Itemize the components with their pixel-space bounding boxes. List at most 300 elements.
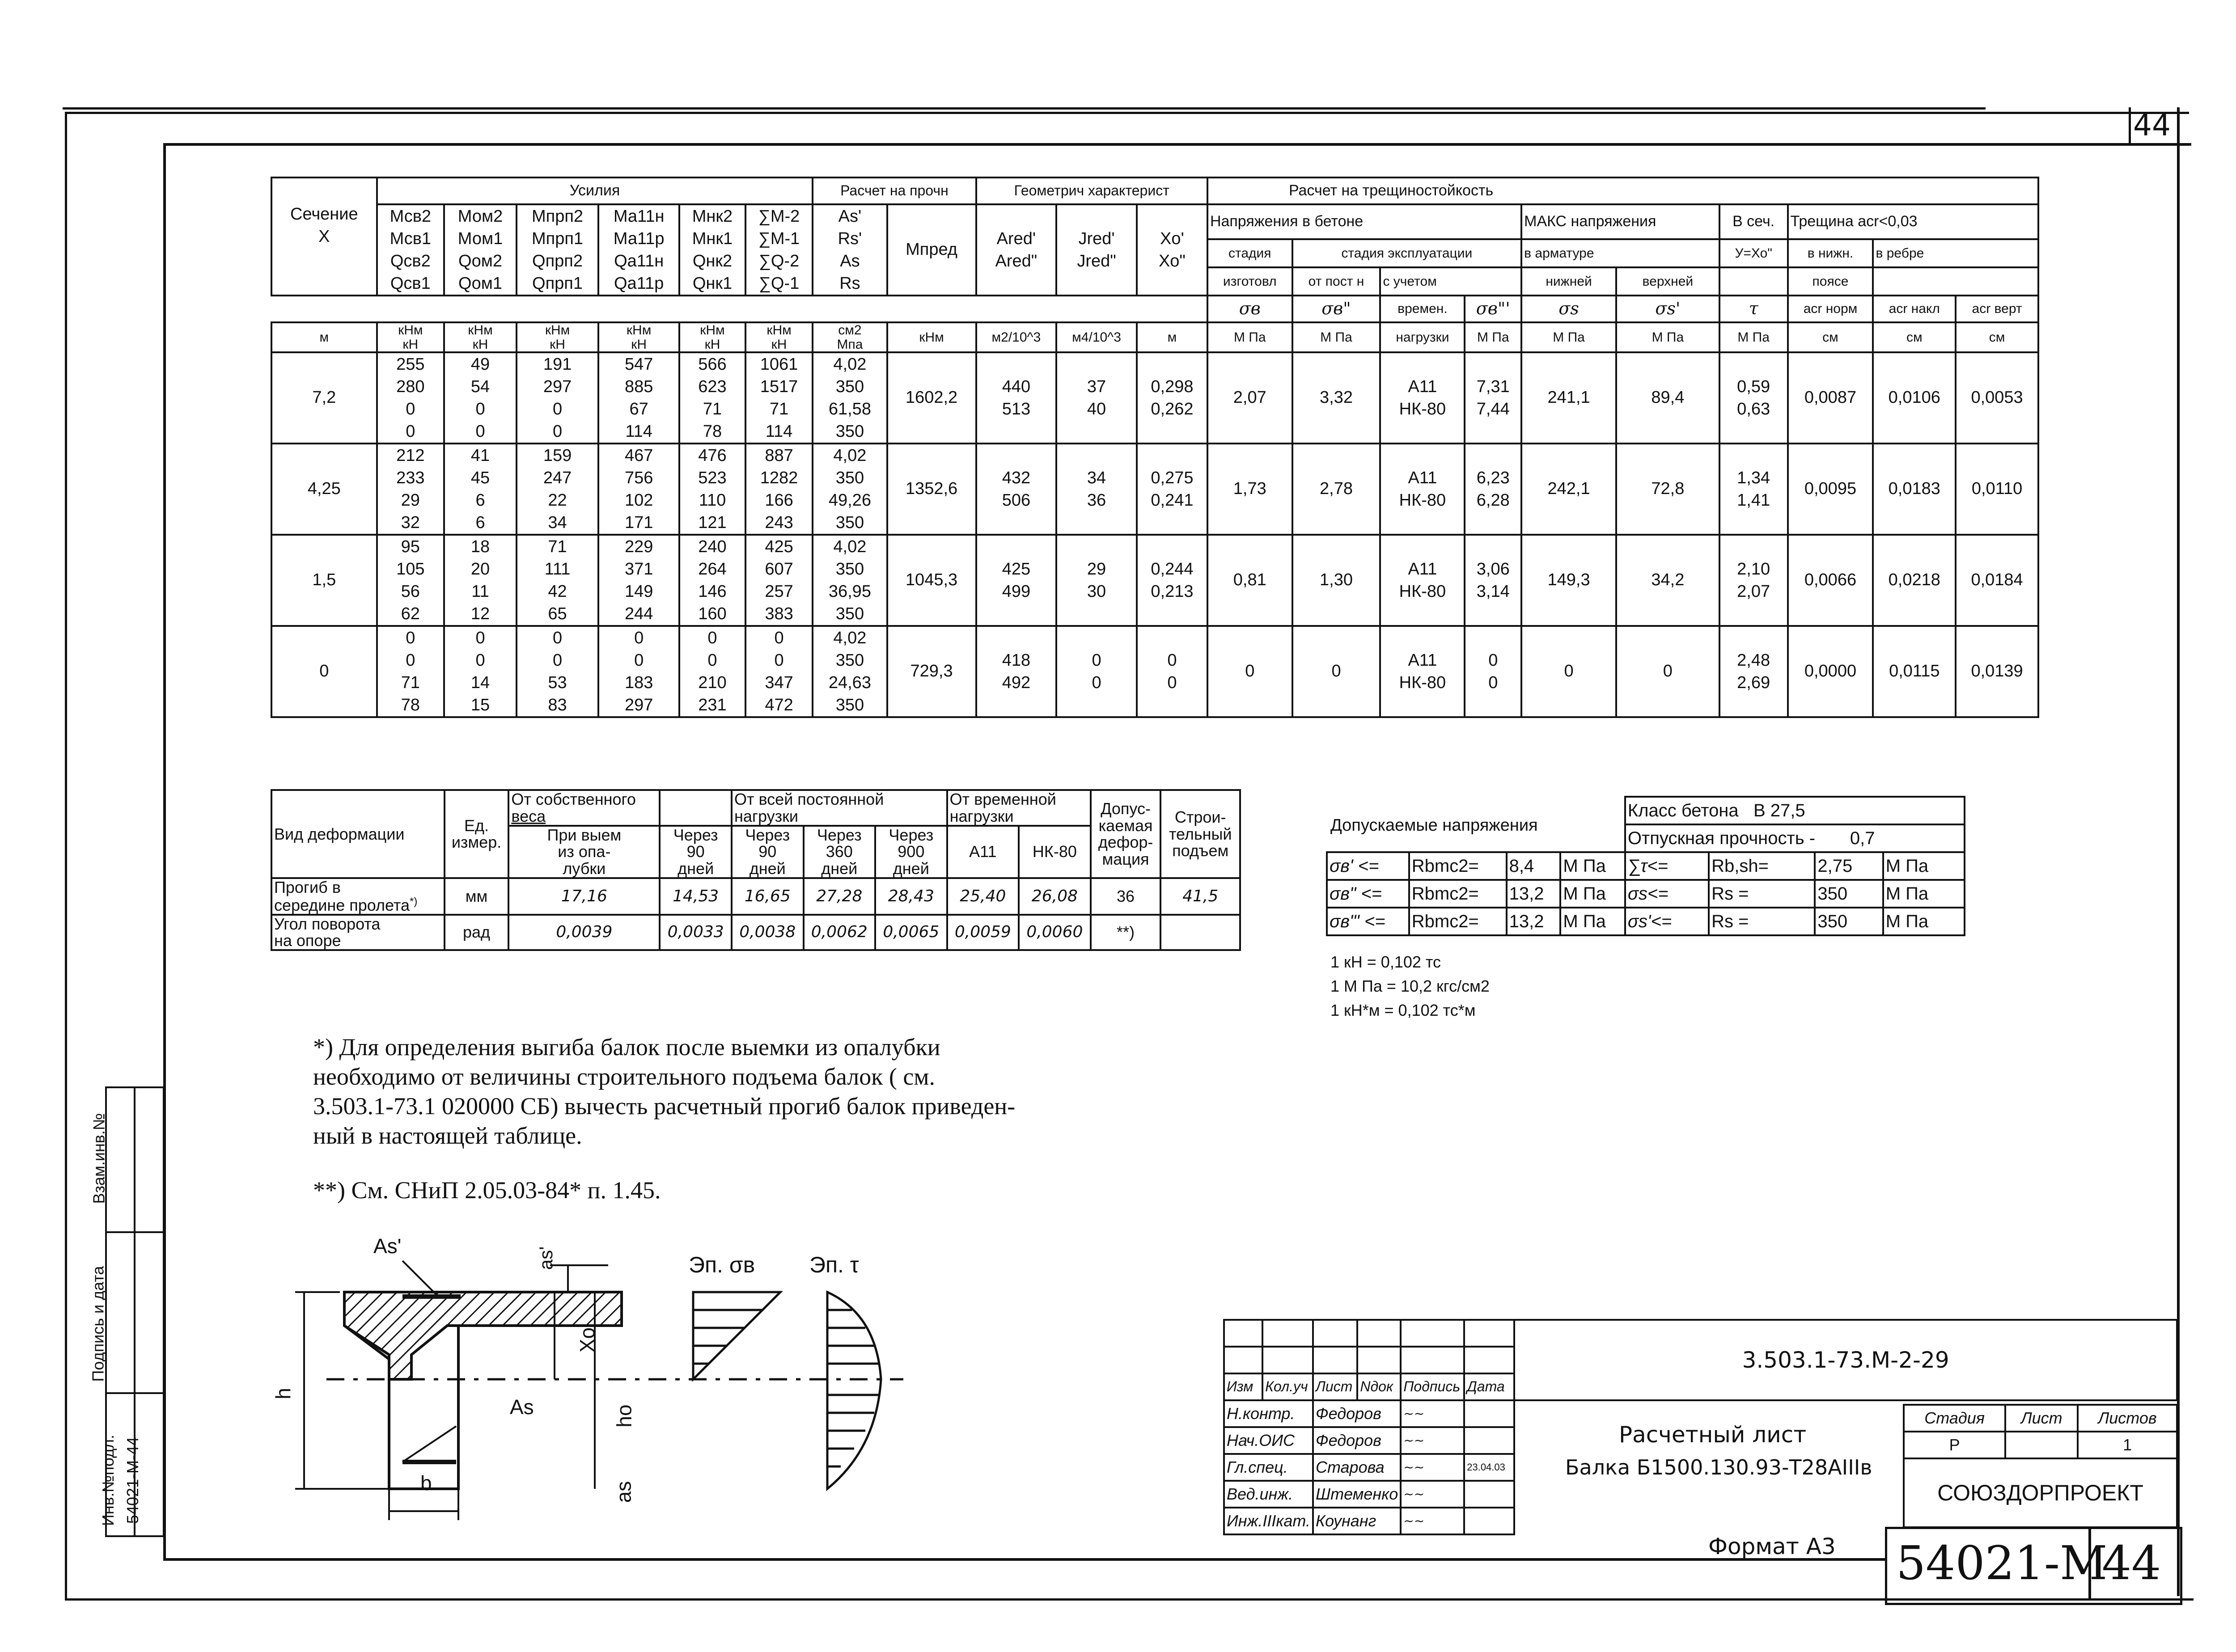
deflection-subheader: Через 360 дней	[804, 826, 876, 878]
unit-cell: М Па	[1719, 322, 1788, 352]
sym-sigma-b: σв	[1207, 296, 1292, 322]
acr-vert-cell: 0,0110	[1956, 444, 2038, 535]
deflection-allow: 36	[1091, 878, 1161, 915]
section-x: 1,5	[271, 535, 377, 626]
force-cell: 240 264 146 160	[679, 535, 745, 626]
force-cell: 0 0 71 78	[377, 626, 444, 717]
bottom-sheet-number: 44	[2102, 1536, 2161, 1590]
deflection-value: 28,43	[875, 878, 947, 915]
force-cell: 18 20 11 12	[444, 535, 517, 626]
allowable-cell: 2,75	[1815, 852, 1883, 880]
allowable-cell: 350	[1815, 880, 1883, 908]
load-cell: А11 НК-80	[1380, 535, 1465, 626]
sigma-s2-cell: 72,8	[1616, 444, 1719, 535]
ared-cell: 440 513	[976, 352, 1057, 444]
force-cell: 4,02 350 49,26 350	[813, 444, 887, 535]
sym-tau: τ	[1719, 296, 1788, 322]
deflection-value: 16,65	[732, 878, 804, 915]
force-cell: 49 54 0 0	[444, 352, 517, 444]
load-cell: А11 НК-80	[1380, 626, 1465, 717]
concrete-stress-header: Напряжения в бетоне	[1207, 204, 1521, 239]
empty-cell	[1313, 1320, 1357, 1347]
sym-sigma-b2: σв"	[1292, 296, 1381, 322]
deflection-value: 26,08	[1019, 878, 1091, 915]
load-cell: А11 НК-80	[1380, 352, 1465, 444]
deflection-kind: Угол поворота на опоре	[271, 915, 445, 951]
deflection-subheader: При выем из опа- лубки	[508, 826, 660, 878]
outer-frame-top	[65, 112, 2189, 114]
sigma-s2-cell: 89,4	[1616, 352, 1719, 444]
own-weight-header: От собственного веса	[508, 790, 660, 826]
in-bottom-header: в нижн.	[1788, 239, 1873, 267]
empty-cell	[1262, 1320, 1313, 1347]
stage-mfg2-header: изготовл	[1207, 267, 1292, 296]
sym-sigma-s2: σs'	[1616, 296, 1719, 322]
unit-cell: кНм кН	[679, 322, 745, 352]
tau-cell: 1,34 1,41	[1719, 444, 1788, 535]
label-as-prime: as'	[535, 1246, 557, 1270]
strength-header: Расчет на прочн	[813, 177, 976, 204]
allowable-cell: М Па	[1883, 852, 1965, 880]
crack-header: Трещина acr<0,03	[1788, 204, 2039, 239]
sigma-b-cell: 0	[1207, 626, 1292, 717]
doc-title-1: Расчетный лист	[1619, 1422, 1807, 1448]
col-header-ma11: Ма11н Ма11р Qа11н Qа11р	[598, 204, 679, 296]
calculation-table	[271, 177, 2039, 718]
sign-date	[1464, 1481, 1514, 1508]
allowable-cell: ∑τ<=	[1625, 852, 1709, 880]
max-stress-header: МАКС напряжения	[1521, 204, 1719, 239]
allowable-row	[1327, 880, 1965, 908]
deflection-subheader: Через 90 дней	[732, 826, 804, 878]
unit-cell: М Па	[1521, 322, 1616, 352]
unit-header: Ед. измер.	[445, 790, 509, 878]
signature: ~~	[1401, 1454, 1464, 1481]
sigma-b2-cell: 1,30	[1292, 535, 1381, 626]
deflection-table	[271, 789, 1241, 951]
allowable-cell: 8,4	[1507, 852, 1561, 880]
sigma-b2-cell: 0	[1292, 626, 1381, 717]
acr-vert-cell: 0,0139	[1956, 626, 2038, 717]
empty-cell	[1313, 1347, 1357, 1373]
sheets-label: Листов	[2078, 1405, 2177, 1432]
empty-cell	[1224, 1347, 1262, 1373]
deflection-unit: рад	[445, 915, 509, 951]
deflection-subheader: НК-80	[1019, 826, 1091, 878]
sigma-s-cell: 0	[1521, 626, 1616, 717]
sign-date	[1464, 1400, 1514, 1427]
deflection-value: 0,0065	[875, 915, 947, 951]
person-name: Старова	[1313, 1454, 1401, 1481]
from-const-header: от пост н	[1292, 267, 1381, 296]
unit-cell: М Па	[1465, 322, 1521, 352]
sigma-b-cell: 1,73	[1207, 444, 1292, 535]
empty-cell	[1224, 1320, 1262, 1347]
label-ep-tau: Эп. τ	[809, 1252, 859, 1277]
deflection-value: 0,0038	[732, 915, 804, 951]
allowable-cell: σs'<=	[1625, 908, 1709, 935]
allowable-cell: σв' <=	[1327, 852, 1409, 880]
xo-cell: 0 0	[1137, 626, 1207, 717]
label-as-bottom: As	[510, 1395, 534, 1419]
load-cell: А11 НК-80	[1380, 444, 1465, 535]
xo-cell: 0,275 0,241	[1137, 444, 1207, 535]
stage-block	[1903, 1404, 2178, 1528]
unit-cell: кНм кН	[377, 322, 444, 352]
jred-cell: 29 30	[1056, 535, 1137, 626]
empty-cell	[1357, 1320, 1401, 1347]
unit-cell: М Па	[1207, 322, 1292, 352]
deflection-camber: 41,5	[1160, 878, 1240, 915]
xo-cell: 0,298 0,262	[1137, 352, 1207, 444]
tau-cell: 2,10 2,07	[1719, 535, 1788, 626]
jred-cell: 0 0	[1056, 626, 1137, 717]
deflection-camber	[1160, 915, 1240, 951]
kind-header: Вид деформации	[271, 790, 445, 878]
sym-sigma-s: σs	[1521, 296, 1616, 322]
sigma-b3-cell: 6,23 6,28	[1465, 444, 1521, 535]
force-cell: 0 0 183 297	[598, 626, 679, 717]
allowable-cell: М Па	[1560, 908, 1625, 935]
unit-cell: кНм кН	[444, 322, 517, 352]
tau-cell: 0,59 0,63	[1719, 352, 1788, 444]
signature: ~~	[1401, 1427, 1464, 1454]
deflection-kind: Прогиб в середине пролета*)	[271, 878, 445, 915]
col-header-mom: Мом2 Мом1 Qом2 Qом1	[444, 204, 517, 296]
person-name: Штеменко	[1313, 1481, 1401, 1508]
stamp-vzam: Взам.инв.№	[89, 1113, 108, 1204]
allowable-row	[1327, 852, 1965, 880]
unit-cell: кНм кН	[517, 322, 598, 352]
allowable-cell: σв" <=	[1327, 880, 1409, 908]
sign-date: 23.04.03	[1464, 1454, 1514, 1481]
force-cell: 212 233 29 32	[377, 444, 444, 535]
col-header-mnk: Мнк2 Мнк1 Qнк2 Qнк1	[679, 204, 745, 296]
acr-nakl-cell: 0,0115	[1873, 626, 1956, 717]
force-cell: 0 0 210 231	[679, 626, 745, 717]
empty-cell	[1401, 1347, 1464, 1373]
sym-acr-vert: acr верт	[1956, 296, 2038, 322]
label-as: as	[612, 1481, 635, 1503]
empty-cell	[1262, 1347, 1313, 1373]
unit-cell: м2/10^3	[976, 322, 1057, 352]
role-name: Инж.IIIкат.	[1224, 1508, 1313, 1534]
force-cell: 1061 1517 71 114	[745, 352, 813, 444]
with-temp-header: с учетом	[1380, 267, 1521, 296]
outer-frame-bottom	[65, 1598, 2194, 1601]
label-as-top: As'	[373, 1234, 402, 1258]
sigma-s-cell: 149,3	[1521, 535, 1616, 626]
role-name: Нач.ОИС	[1224, 1427, 1313, 1454]
empty-cell	[1327, 824, 1625, 852]
deflection-subheader: А11	[947, 826, 1019, 878]
jred-cell: 37 40	[1056, 352, 1137, 444]
deflection-value: 0,0062	[804, 915, 876, 951]
temp-load-header: От временной нагрузки	[947, 790, 1091, 826]
acr-nakl-cell: 0,0106	[1873, 352, 1956, 444]
force-cell: 425 607 257 383	[745, 535, 813, 626]
force-cell: 4,02 350 24,63 350	[813, 626, 887, 717]
person-name: Коунанг	[1313, 1508, 1401, 1534]
stage-value: Р	[1904, 1432, 2005, 1458]
unit-cell: см	[1956, 322, 2038, 352]
perm-load-header: От всей постоянной нагрузки	[732, 790, 947, 826]
acr-norm-cell: 0,0095	[1788, 444, 1873, 535]
acr-norm-cell: 0,0087	[1788, 352, 1873, 444]
note-1: *) Для определения выгиба балок после выемки из опалубки необходимо от величины строительного подъема балок ( см. 3.503.1-73.1 020000 СБ) вычесть расчетный прогиб балок приведен- ный в настоящей таблице.	[313, 1034, 1016, 1149]
label-b: b	[420, 1471, 432, 1495]
label-ho: ho	[612, 1404, 636, 1428]
forces-header: Усилия	[377, 177, 813, 204]
table-row	[271, 626, 2038, 717]
stage-use-header: стадия эксплуатации	[1292, 239, 1522, 267]
acr-norm-cell: 0,0000	[1788, 626, 1873, 717]
deflection-rows	[271, 878, 1240, 950]
allowable-cell: М Па	[1560, 880, 1625, 908]
top-edge-line	[63, 107, 1986, 110]
signature: ~~	[1401, 1508, 1464, 1534]
force-cell: 467 756 102 171	[598, 444, 679, 535]
mpred-cell: 729,3	[887, 626, 976, 717]
acr-norm-cell: 0,0066	[1788, 535, 1873, 626]
sigma-b3-cell: 7,31 7,44	[1465, 352, 1521, 444]
sigma-s2-cell: 0	[1616, 626, 1719, 717]
sigma-b-cell: 2,07	[1207, 352, 1292, 444]
acr-vert-cell: 0,0184	[1956, 535, 2038, 626]
allowable-cell: Rs =	[1709, 880, 1815, 908]
corner-divider	[2129, 107, 2131, 143]
camber-header: Строи- тельный подъем	[1160, 790, 1240, 878]
unit-cell: кНм	[887, 322, 976, 352]
deflection-unit: мм	[445, 878, 509, 915]
label-xo: Xo	[576, 1327, 599, 1353]
stage-label: Стадия	[1904, 1405, 2005, 1432]
concrete-class: Класс бетона В 27,5	[1625, 797, 1965, 824]
upper-header: верхней	[1616, 267, 1719, 296]
unit-cell: см	[1873, 322, 1956, 352]
force-cell: 191 297 0 0	[517, 352, 598, 444]
sign-date	[1464, 1508, 1514, 1534]
title-block-header: Изм	[1224, 1373, 1262, 1400]
geometry-header: Геометрич характерист	[976, 177, 1207, 204]
deflection-value: 0,0033	[660, 915, 732, 951]
sigma-b3-cell: 0 0	[1465, 626, 1521, 717]
role-name: Н.контр.	[1224, 1400, 1313, 1427]
unit-cell: м	[1137, 322, 1207, 352]
unit-cell: М Па	[1292, 322, 1381, 352]
force-cell: 71 111 42 65	[517, 535, 598, 626]
tau-diagram	[827, 1292, 881, 1489]
unit-cell: кНм кН	[598, 322, 679, 352]
sigma-b2-cell: 2,78	[1292, 444, 1381, 535]
title-block-header: Nдок	[1357, 1373, 1401, 1400]
section-x: 0	[271, 626, 377, 717]
role-name: Гл.спец.	[1224, 1454, 1313, 1481]
section-x: 4,25	[271, 444, 377, 535]
deflection-value: 25,40	[947, 878, 1019, 915]
empty-cell	[1464, 1320, 1514, 1347]
sigma-b2-cell: 3,32	[1292, 352, 1381, 444]
unit-cell: м	[271, 322, 377, 352]
force-cell: 229 371 149 244	[598, 535, 679, 626]
outer-frame-left	[65, 112, 67, 1601]
acr-vert-cell: 0,0053	[1956, 352, 2038, 444]
mpred-cell: 1352,6	[887, 444, 976, 535]
col-header-jred: Jred' Jred"	[1056, 204, 1137, 296]
label-ep-sigma: Эп. σв	[689, 1252, 755, 1277]
section-x: 7,2	[271, 352, 377, 444]
unit-cell: нагрузки	[1380, 322, 1465, 352]
units-row	[271, 322, 2038, 352]
stamp-podpis: Подпись и дата	[89, 1266, 107, 1382]
org-name: СОЮЗДОРПРОЕКТ	[1904, 1458, 2177, 1527]
unit-cell: М Па	[1616, 322, 1719, 352]
sigma-s-cell: 242,1	[1521, 444, 1616, 535]
allowable-cell: σs<=	[1625, 880, 1709, 908]
sym-sigma-b3: σв"'	[1465, 296, 1521, 322]
in-section-header: В сеч.	[1719, 204, 1788, 239]
deflection-row	[271, 915, 1240, 951]
empty-cell	[1873, 267, 2038, 296]
allowable-cell: М Па	[1560, 852, 1625, 880]
deflection-allow: **)	[1091, 915, 1161, 951]
force-cell: 476 523 110 121	[679, 444, 745, 535]
lower-header: нижней	[1521, 267, 1616, 296]
empty-cell	[1327, 797, 1625, 824]
label-h: h	[271, 1388, 295, 1399]
role-name: Вед.инж.	[1224, 1481, 1313, 1508]
force-cell: 0 0 53 83	[517, 626, 598, 717]
ared-cell: 425 499	[976, 535, 1057, 626]
force-cell: 566 623 71 78	[679, 352, 745, 444]
force-cell: 159 247 22 34	[517, 444, 598, 535]
person-name: Федоров	[1313, 1427, 1401, 1454]
sheet-label: Лист	[2005, 1405, 2078, 1432]
allow-deform-header: Допус- каемая дефор- мация	[1091, 790, 1161, 878]
allowable-stresses-table	[1326, 796, 1965, 936]
allowable-rows	[1327, 852, 1965, 935]
inner-frame-top	[163, 143, 2191, 146]
allowable-cell: Rbmc2=	[1409, 908, 1507, 935]
release-strength: Отпускная прочность - 0,7	[1625, 824, 1965, 852]
format-label: Формат А3	[1708, 1534, 1836, 1559]
col-header-ared: Ared' Ared"	[976, 204, 1057, 296]
sign-date	[1464, 1427, 1514, 1454]
title-block-header: Подпись	[1401, 1373, 1464, 1400]
sigma-s2-cell: 34,2	[1616, 535, 1719, 626]
allowable-cell: Rbmc2=	[1409, 880, 1507, 908]
deflection-row	[271, 878, 1240, 915]
empty-cell	[1464, 1347, 1514, 1373]
conversions: 1 кН = 0,102 тс 1 М Па = 10,2 кгс/см2 1 кН*м = 0,102 тс*м	[1330, 953, 1490, 1019]
tau-cell: 2,48 2,69	[1719, 626, 1788, 717]
force-cell: 41 45 6 6	[444, 444, 517, 535]
stamp-inv-value: 54021-М-44	[123, 1437, 142, 1524]
empty-cell	[271, 296, 1207, 322]
ared-cell: 432 506	[976, 444, 1057, 535]
force-cell: 4,02 350 36,95 350	[813, 535, 887, 626]
allowable-cell: 13,2	[1507, 880, 1561, 908]
unit-cell: м4/10^3	[1056, 322, 1137, 352]
person-name: Федоров	[1313, 1400, 1401, 1427]
sheets-value: 1	[2078, 1432, 2177, 1458]
sigma-s-cell: 241,1	[1521, 352, 1616, 444]
force-cell: 4,02 350 61,58 350	[813, 352, 887, 444]
xo-cell: 0,244 0,213	[1137, 535, 1207, 626]
deflection-value: 0,0060	[1019, 915, 1091, 951]
allowable-cell: Rb,sh=	[1709, 852, 1815, 880]
title-block-header: Кол.уч	[1262, 1373, 1313, 1400]
belt-header: поясе	[1788, 267, 1873, 296]
force-cell: 887 1282 166 243	[745, 444, 813, 535]
bottom-code: 54021-М	[1896, 1536, 2108, 1590]
col-header-mprp: Мпрп2 Мпрп1 Qпрп2 Qпрп1	[517, 204, 598, 296]
col-header-xo: Xo' Xo"	[1137, 204, 1207, 296]
empty-cell	[1719, 267, 1788, 296]
sigma-b-cell: 0,81	[1207, 535, 1292, 626]
force-cell: 95 105 56 62	[377, 535, 444, 626]
sigma-diagram	[693, 1292, 780, 1379]
deflection-subheader: Через 900 дней	[875, 826, 947, 878]
allowable-cell: 13,2	[1507, 908, 1561, 935]
title-block-header: Лист	[1313, 1373, 1357, 1400]
acr-nakl-cell: 0,0183	[1873, 444, 1956, 535]
unit-cell: см	[1788, 322, 1873, 352]
force-cell: 0 0 347 472	[745, 626, 813, 717]
stamp-inv: Инв.№подл.	[99, 1434, 118, 1526]
temp-header: времен.	[1380, 296, 1465, 322]
allowable-cell: М Па	[1883, 908, 1965, 935]
unit-cell: кНм кН	[745, 322, 813, 352]
col-section-header: Сечение Х	[271, 177, 377, 296]
in-rib-header: в ребре	[1873, 239, 2038, 267]
force-cell: 0 0 14 15	[444, 626, 517, 717]
allowable-cell: σв"' <=	[1327, 908, 1409, 935]
deflection-value: 14,53	[660, 878, 732, 915]
data-rows	[271, 352, 2038, 717]
force-cell: 547 885 67 114	[598, 352, 679, 444]
allowable-title: Допускаемые напряжения	[1330, 816, 1538, 835]
doc-title-2: Балка Б1500.130.93-Т28АIIIв	[1565, 1455, 1872, 1479]
deflection-value: 0,0059	[947, 915, 1019, 951]
deflection-value: 17,16	[508, 878, 660, 915]
mpred-cell: 1602,2	[887, 352, 976, 444]
sym-acr-nakl: acr накл	[1873, 296, 1956, 322]
stage-mfg-header: стадия	[1207, 239, 1292, 267]
inner-frame-bottom	[163, 1558, 1885, 1561]
deflection-value: 0,0039	[508, 915, 660, 951]
deflection-subheader: Через 90 дней	[660, 826, 732, 878]
col-header-mpred: Мпред	[887, 204, 976, 296]
doc-code: 3.503.1-73.М-2-29	[1514, 1320, 2177, 1400]
allowable-cell: 350	[1815, 908, 1883, 935]
col-header-sum: ∑М-2 ∑М-1 ∑Q-2 ∑Q-1	[745, 204, 813, 296]
empty-cell	[660, 790, 732, 826]
allowable-row	[1327, 908, 1965, 935]
title-block-header: Дата	[1464, 1373, 1514, 1400]
force-cell: 255 280 0 0	[377, 352, 444, 444]
allowable-cell: Rbmc2=	[1409, 852, 1507, 880]
in-rebar-header: в арматуре	[1521, 239, 1719, 267]
empty-cell	[1401, 1320, 1464, 1347]
note-2: **) См. СНиП 2.05.03-84* п. 1.45.	[313, 1177, 661, 1204]
mpred-cell: 1045,3	[887, 535, 976, 626]
allowable-cell: М Па	[1883, 880, 1965, 908]
sheet-value	[2005, 1432, 2078, 1458]
allowable-cell: Rs =	[1709, 908, 1815, 935]
table-row	[271, 352, 2038, 444]
table-row	[271, 535, 2038, 626]
